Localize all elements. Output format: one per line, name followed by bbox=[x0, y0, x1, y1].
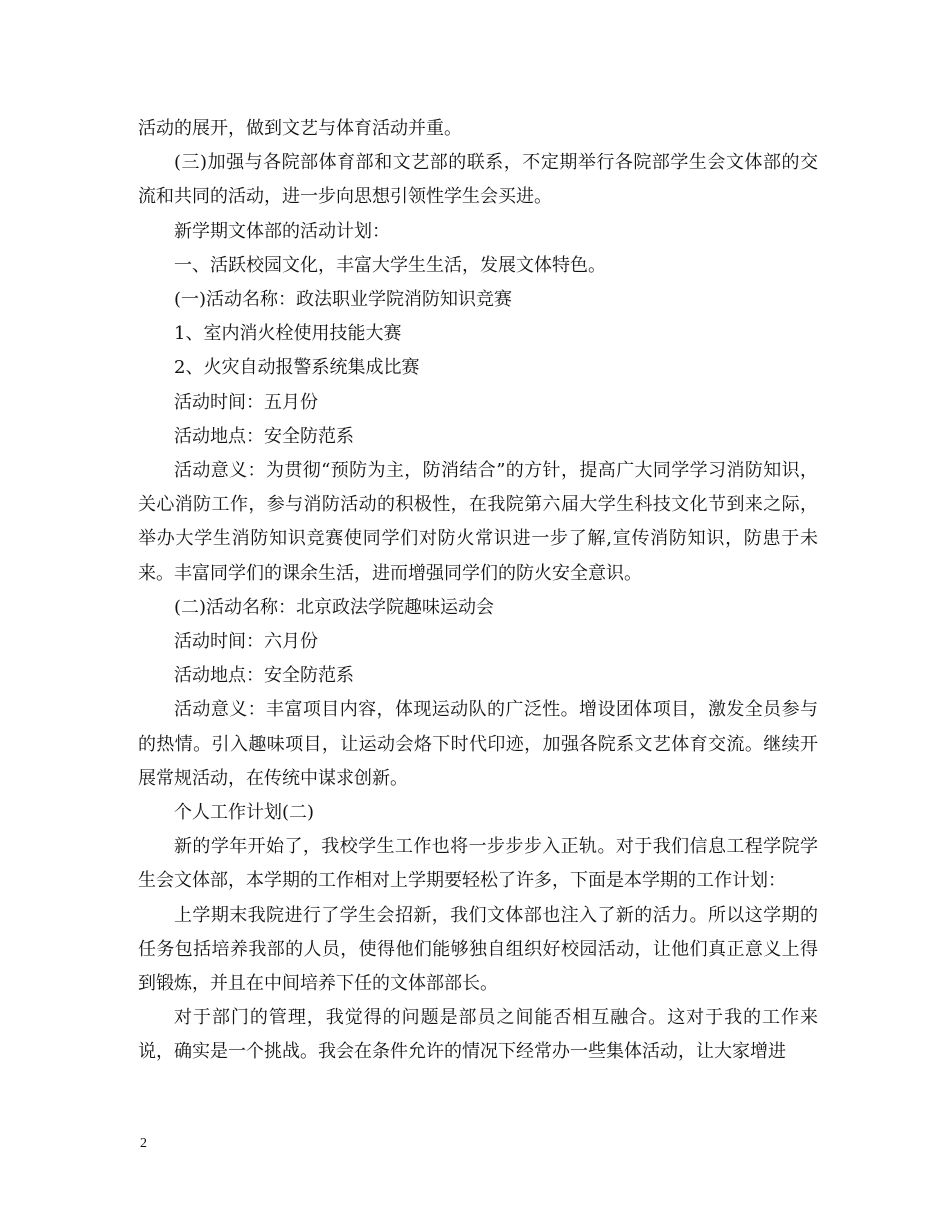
list-item: 2、火灾自动报警系统集成比赛 bbox=[174, 357, 420, 379]
activity-name: (二)活动名称：北京政法学院趣味运动会 bbox=[174, 596, 495, 618]
section-title: 个人工作计划(二) bbox=[174, 802, 315, 824]
paragraph: 新的学年开始了，我校学生工作也将一步步步入正轨。对于我们信息工程学院学生会文体部，本学期的工作相对上学期要轻松了许多，下面是本学期的工作计划： bbox=[138, 836, 818, 892]
activity-time: 活动时间：六月份 bbox=[174, 631, 318, 653]
page-number: 2 bbox=[140, 1136, 147, 1151]
paragraph: (三)加强与各院部体育部和文艺部的联系，不定期举行各院部学生会文体部的交流和共同的活动，进一步向思想引领性学生会买进。 bbox=[138, 152, 818, 208]
paragraph: 新学期文体部的活动计划： bbox=[174, 220, 390, 242]
list-item: 1、室内消火栓使用技能大赛 bbox=[174, 323, 402, 345]
activity-name: (一)活动名称：政法职业学院消防知识竞赛 bbox=[174, 289, 513, 311]
activity-location: 活动地点：安全防范系 bbox=[174, 425, 354, 447]
paragraph: 对于部门的管理，我觉得的问题是部员之间能否相互融合。这对于我的工作来说，确实是一个挑战。我会在条件允许的情况下经常办一些集体活动，让大家增进 bbox=[138, 1007, 818, 1063]
activity-time: 活动时间：五月份 bbox=[174, 391, 318, 413]
paragraph: 活动的展开，做到文艺与体育活动并重。 bbox=[138, 118, 462, 139]
document-body bbox=[138, 112, 818, 1070]
activity-significance: 活动意义：为贯彻“预防为主，防消结合”的方针，提高广大同学学习消防知识，关心消防工作，参与消防活动的积极性，在我院第六届大学生科技文化节到来之际，举办大学生消防知识竞赛使同学们对防火常识进一步了解,宣传消防知识，防患于未来。丰富同学们的课余生活，进而增强同学们的防火安全意识。 bbox=[138, 460, 818, 584]
activity-significance: 活动意义：丰富项目内容，体现运动队的广泛性。增设团体项目，激发全员参与的热情。引入趣味项目，让运动会烙下时代印迹，加强各院系文艺体育交流。继续开展常规活动，在传统中谋求创新。 bbox=[138, 699, 818, 789]
section-heading: 一、活跃校园文化，丰富大学生生活，发展文体特色。 bbox=[174, 254, 606, 276]
activity-location: 活动地点：安全防范系 bbox=[174, 665, 354, 687]
paragraph: 上学期末我院进行了学生会招新，我们文体部也注入了新的活力。所以这学期的任务包括培养我部的人员，使得他们能够独自组织好校园活动，让他们真正意义上得到锻炼，并且在中间培养下任的文体部部长。 bbox=[138, 904, 818, 995]
